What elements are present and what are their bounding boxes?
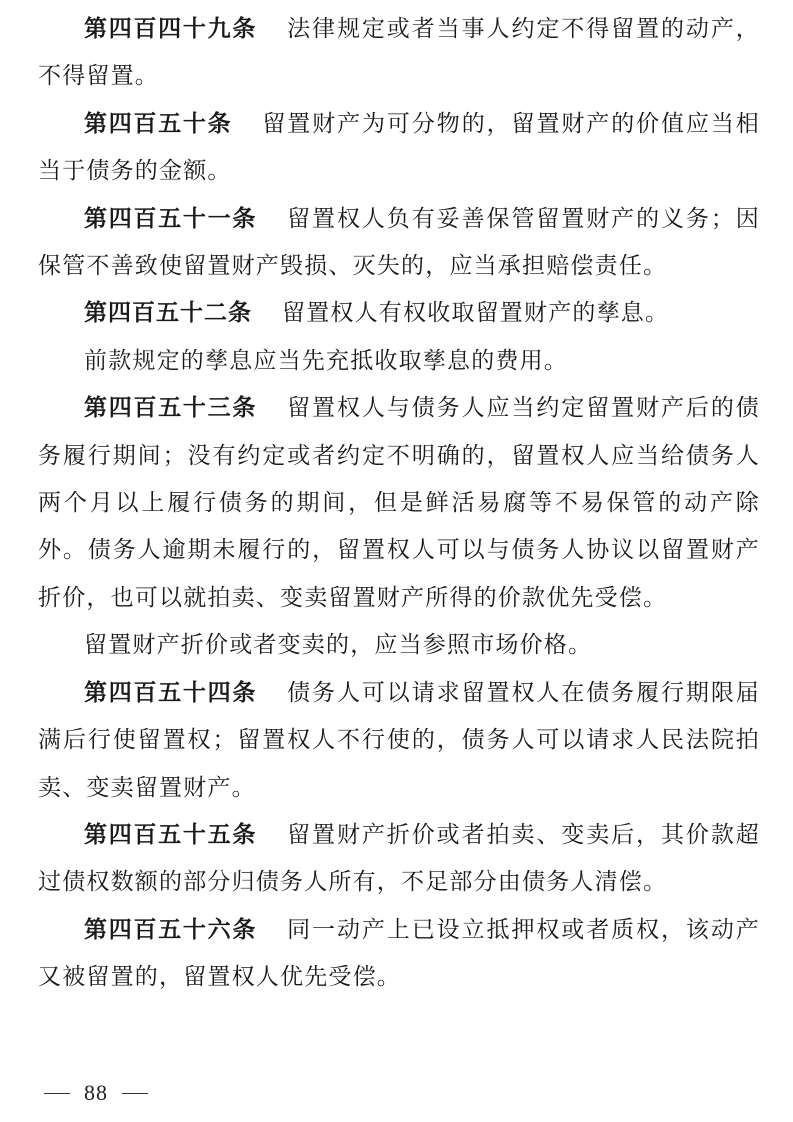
article-452 — [38, 290, 760, 337]
article-title: 第四百五十五条 — [84, 821, 258, 848]
article-title: 第四百五十四条 — [84, 679, 258, 706]
article-text: 同一动产上已设立抵押权或者质权，该动产又被留置的，留置权人优先受偿。 — [38, 916, 760, 991]
page-footer — [44, 1080, 148, 1106]
article-text: 留置权人有权收取留置财产的孳息。 — [282, 300, 670, 327]
article-title: 第四百四十九条 — [84, 16, 258, 42]
article-title: 第四百五十一条 — [84, 205, 258, 232]
article-453 — [38, 385, 760, 622]
article-450 — [38, 101, 760, 196]
article-451 — [38, 196, 760, 291]
article-452-paragraph-2: 前款规定的孳息应当先充抵收取孳息的费用。 — [84, 347, 568, 374]
article-456 — [38, 907, 760, 1002]
footer-dash-left — [44, 1093, 70, 1094]
article-455 — [38, 812, 760, 907]
article-454 — [38, 670, 760, 812]
page-number: 88 — [84, 1080, 108, 1105]
article-text: 债务人可以请求留置权人在债务履行期限届满后行使留置权；留置权人不行使的，债务人可以请求人民法院拍卖、变卖留置财产。 — [38, 679, 760, 801]
article-title: 第四百五十条 — [84, 110, 233, 137]
article-title: 第四百五十三条 — [84, 395, 258, 422]
footer-dash-right — [122, 1093, 148, 1094]
article-text: 留置财产为可分物的，留置财产的价值应当相当于债务的金额。 — [38, 110, 761, 185]
article-text: 法律规定或者当事人约定不得留置的动产，不得留置。 — [38, 16, 760, 90]
article-453-paragraph-2: 留置财产折价或者变卖的，应当参照市场价格。 — [84, 632, 593, 659]
article-title: 第四百五十二条 — [84, 300, 252, 327]
article-text: 留置权人与债务人应当约定留置财产后的债务履行期间；没有约定或者约定不明确的，留置权人应当给债务人两个月以上履行债务的期间，但是鲜活易腐等不易保管的动产除外。债务人逾期未履行的，留置权人可以与债务人协议以留置财产折价，也可以就拍卖、变卖留置财产所得的价款优先受偿。 — [38, 395, 760, 611]
article-449 — [38, 6, 760, 101]
article-text: 留置财产折价或者拍卖、变卖后，其价款超过债权数额的部分归债务人所有，不足部分由债务人清偿。 — [38, 821, 760, 896]
article-title: 第四百五十六条 — [84, 916, 258, 943]
document-page — [38, 6, 760, 1002]
article-text: 留置权人负有妥善保管留置财产的义务；因保管不善致使留置财产毁损、灭失的，应当承担赔偿责任。 — [38, 205, 760, 280]
